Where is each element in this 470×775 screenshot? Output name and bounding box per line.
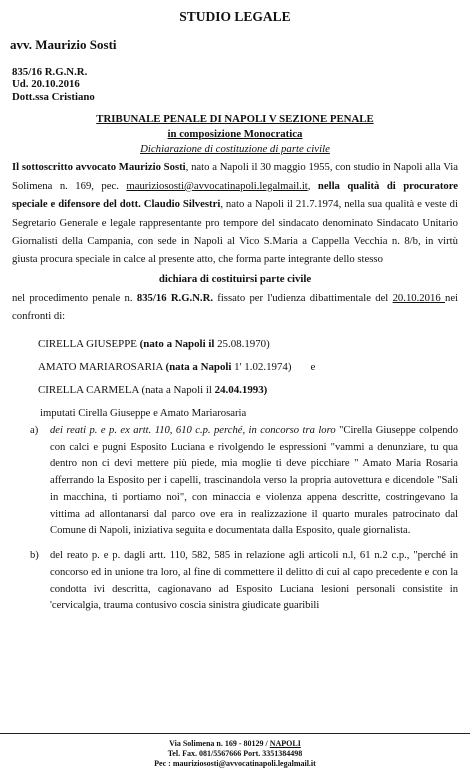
footer [0,739,470,769]
charge-item [30,548,458,615]
proc-text-3: nei confronti di: [12,291,459,323]
charge-body: del reato p. e p. dagli artt. 110, 582, 585 in relazione agli articoli n.l, 61 n.2 c.p., "perché in concorso ed in unione tra loro, al fine di commettere il delitto di cui al capo precedente e con la condotta ivi descritta, cagionavano ad Esposito Luciana lesioni personali consistite in 'cervicalgia, trauma contusivo coscia sinistra giudicate guaribili [50,550,458,612]
composition-title: in composizione Monocratica [167,127,303,140]
defendant-name: CIRELLA GIUSEPPE [38,338,140,351]
defendant-birth-prefix: (nato a Napoli il [139,338,218,351]
proc-text-1: nel procedimento penale n. [12,291,137,304]
charge-italic: dei reati p. e p. ex artt. 110, 610 c.p. perché, in concorso tra loro [50,424,336,436]
defendant-name: CIRELLA CARMELA [38,384,142,397]
studio-title: STUDIO LEGALE [179,9,291,24]
declaration-statement: dichiara di costituirsi parte civile [158,272,312,285]
defendant-item [38,385,470,396]
lawyer-name: avv. Maurizio Sosti [10,36,117,52]
charge-item [30,423,458,540]
charge-text [50,423,458,540]
charge-text [50,548,458,615]
defendant-item [38,339,470,350]
defendant-item [38,362,470,373]
footer-phone: Tel. Fax. 081/5567666 Port. 3351384498 [167,749,303,758]
proceeding-paragraph [12,289,458,326]
defendant-birth-prefix: (nata a Napoli [165,361,235,374]
pec-link[interactable]: mauriziososti@avvocatinapoli.legalmail.it [126,179,308,192]
judge-name: Dott.ssa Cristiano [12,90,95,103]
defendant-name: AMATO MARIAROSARIA [38,361,166,374]
defendant-birth-date: 1' 1.02.1974) [234,361,292,374]
charge-label: a) [30,424,39,436]
proc-date: 20.10.2016 [392,291,445,304]
footer-address [0,739,470,749]
defendant-birth-date: 25.08.1970) [217,338,270,351]
proc-number: 835/16 R.G.N.R. [136,291,213,304]
footer-pec: Pec : mauriziososti@avvocatinapoli.legalmail.it [154,759,316,768]
footer-street: Via Solimena n. 169 - 80129 / [169,739,270,748]
charges-list [30,423,458,615]
proc-text-2: fissato per l'udienza dibattimentale del [213,291,393,304]
conjunction: e [291,361,316,374]
defendant-birth-prefix: (nata a Napoli il [141,384,215,397]
footer-city: NAPOLI [269,739,301,748]
charge-body: "Cirella Giuseppe colpendo con calci e pugni Esposito Luciana e rivolgendo le espressioni "vammi a denunziare, tu qua dentro non ci devi mettere più piede, mia moglie ti deve picchiare " Amato Maria Rosaria afferrando la Esposito per i capelli, trascinandola verso la propria autovettura e dicendole "Sali in macchina, ti portiamo noi", con minaccia e violenza appena descritte, costringevano la vittima ad allontanarsi dal parco ove era in realizzazione il quarto murales patrocinato dal Comune di Napoli, iniziativa seguita e documentata dalla Esposito, quale giornalista. [50,424,458,537]
capacity-text: nella qualità di procuratore speciale e difensore del dott. Claudio Silvestri [12,179,459,211]
defendant-birth-date: 24.04.1993) [214,384,268,397]
case-info [12,66,470,104]
intro-text-3: , nato a Napoli il 21.7.1974, nella sua qualità e veste di Segretario Generale e legale rappresentante pro tempore del sindacato denominato Sindacato Unitario Giornalisti della Campania, con sede in Napoli al Vico S.Maria a Cappella Vecchia n. 8/b, in virtù giusta procura speciale in calce al presente atto, che forma parte integrante dello stesso [12,198,458,266]
signatory: Il sottoscritto avvocato Maurizio Sosti [12,161,186,174]
declaration-title: Dichiarazione di costituzione di parte civile [140,142,330,155]
tribunal-title: TRIBUNALE PENALE DI NAPOLI V SEZIONE PENALE [96,113,374,126]
accused-line: imputati Cirella Giuseppe e Amato Mariarosaria [40,407,247,420]
defendants-list [38,339,470,396]
hearing-date: Ud. 20.10.2016 [12,78,80,91]
footer-divider [0,733,470,734]
intro-paragraph [12,158,458,268]
case-number: 835/16 R.G.N.R. [12,65,88,78]
charge-label: b) [30,550,39,562]
intro-text-1: , nato a Napoli il 30 maggio 1955, con studio in Napoli alla Via Solimena n. 169, pec. [12,161,458,192]
intro-text-2: , [307,179,318,192]
